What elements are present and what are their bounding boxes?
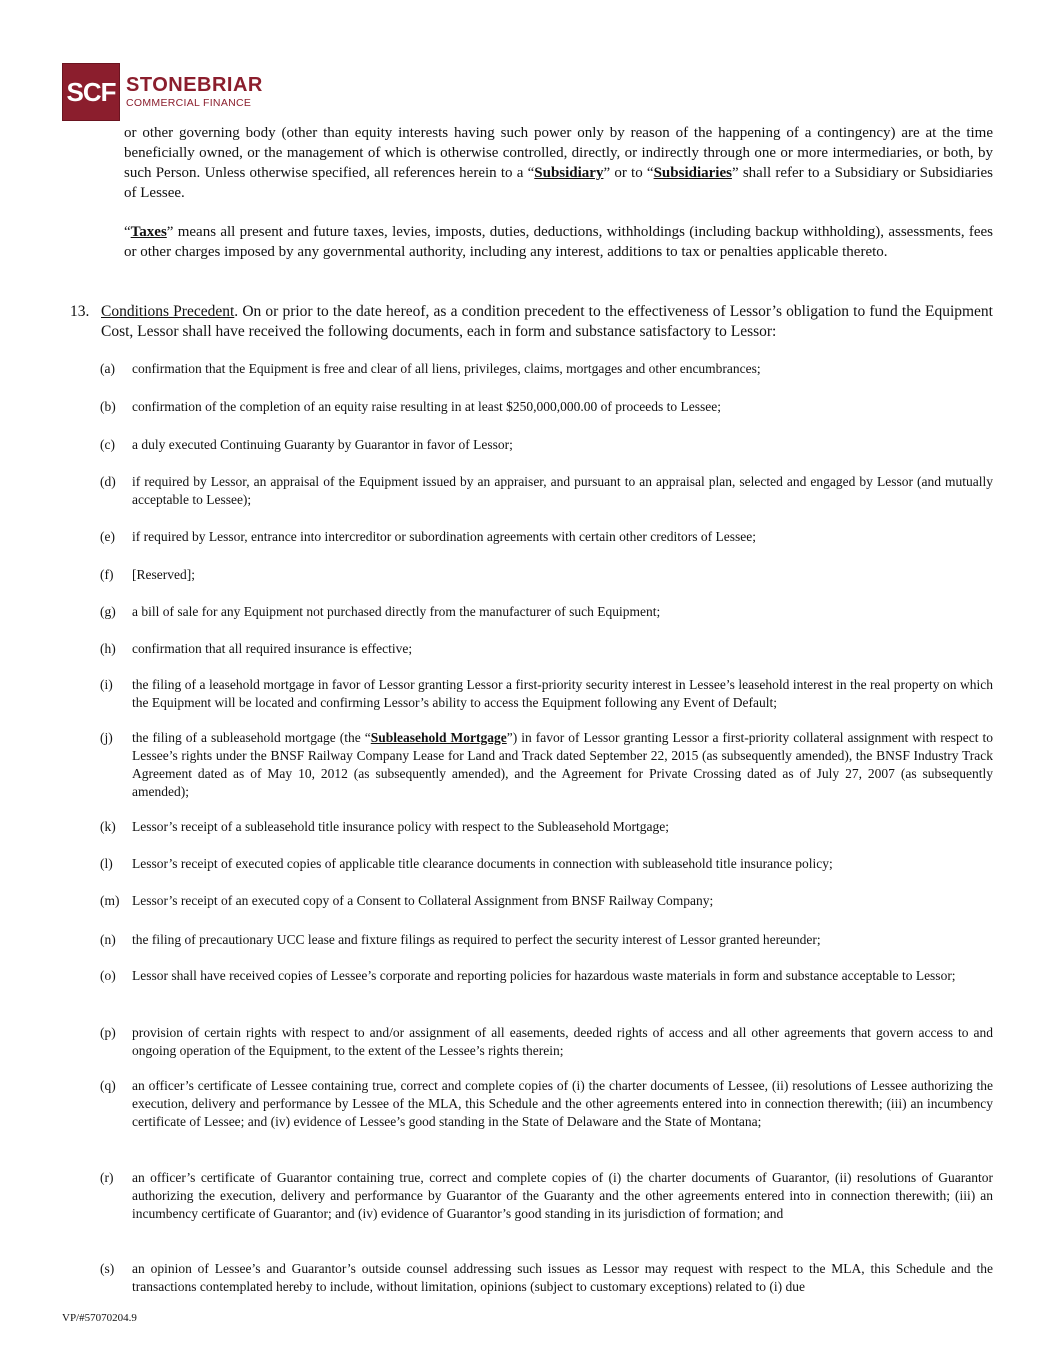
section-heading: Conditions Precedent (101, 303, 235, 320)
condition-item: (g) a bill of sale for any Equipment not purchased directly from the manufacturer of such Equipment; (100, 604, 661, 619)
condition-item: (k) Lessor’s receipt of a subleasehold title insurance policy with respect to the Subleasehold Mortgage; (100, 819, 669, 834)
condition-item: (e) if required by Lessor, entrance into intercreditor or subordination agreements with certain other creditors of Lessee; (100, 529, 756, 544)
section-13: 13. Conditions Precedent. On or prior to the date hereof, as a condition precedent to the effectiveness of Lessor’s obligation to fund the Equipment Cost, Lessor shall have received the following documents, each in form and substance satisfactory to Lessor: (70, 303, 993, 340)
condition-item: (n) the filing of precautionary UCC lease and fixture filings as required to perfect the security interest of Lessor granted hereunder; (100, 932, 821, 947)
logo-wordmark (126, 75, 263, 110)
logo-mark: SCF (62, 63, 120, 121)
condition-item: (i) the filing of a leasehold mortgage in favor of Lessor granting Lessor a first-priority security interest in Lessee’s leasehold interest in the real property on which the Equipment will be located and confirming Lessor’s ability to access the Equipment following any Event of Default; (100, 677, 993, 710)
defined-term-subleasehold-mortgage: Subleasehold Mortgage (370, 730, 507, 745)
condition-item: (p) provision of certain rights with respect to and/or assignment of all easements, deeded rights of access and all other agreements that govern access to and ongoing operation of the Equipment, to the extent of the Lessee’s rights therein; (100, 1025, 993, 1058)
condition-item: (o) Lessor shall have received copies of Lessee’s corporate and reporting policies for hazardous waste materials in form and substance acceptable to Lessor; (100, 968, 956, 983)
condition-item: (c) a duly executed Continuing Guaranty by Guarantor in favor of Lessor; (100, 437, 513, 452)
condition-item: (h) confirmation that all required insurance is effective; (100, 641, 413, 656)
section-number: 13. (70, 303, 90, 320)
company-logo (62, 62, 263, 122)
taxes-definition: “Taxes” means all present and future taxes, levies, imposts, duties, deductions, withholdings (including backup withholding), assessments, fees or other charges imposed by any governmental authority, including any interest, additions to tax or penalties applicable thereto. (124, 224, 993, 260)
defined-term-subsidiaries: Subsidiaries (653, 165, 732, 181)
logo-subtitle: COMMERCIAL FINANCE (126, 96, 252, 109)
document-id-footer: VP/#57070204.9 (62, 1312, 137, 1324)
condition-item: (r) an officer’s certificate of Guarantor containing true, correct and complete copies of (i) the charter documents of Guarantor, (ii) resolutions of Guarantor authorizing the execution, delivery and performance by Guarantor of the Guaranty and the other agreements entered into in connection therewith; (iii) an incumbency certificate of Guarantor; and (iv) evidence of Guarantor’s good standing in its jurisdiction of formation; and (100, 1170, 993, 1221)
condition-item: (b) confirmation of the completion of an equity raise resulting in at least $250,000,000.00 of proceeds to Lessee; (100, 399, 721, 414)
condition-item: (s) an opinion of Lessee’s and Guarantor’s outside counsel addressing such issues as Lessor may request with respect to the MLA, this Schedule and the transactions contemplated hereby to include, without limitation, opinions (subject to customary exceptions) related to (i) due (100, 1261, 993, 1294)
logo-name: STONEBRIAR (126, 73, 263, 96)
condition-item: (q) an officer’s certificate of Lessee containing true, correct and complete copies of (i) the charter documents of Lessee, (ii) resolutions of Lessee authorizing the execution, delivery and performance by Lessee of the MLA, this Schedule and the other agreements entered into in connection therewith; (iii) an incumbency certificate of Lessee; and (iv) evidence of Lessee’s good standing in the State of Delaware and the State of Montana; (100, 1078, 993, 1129)
condition-item: (l) Lessor’s receipt of executed copies of applicable title clearance documents in connection with subleasehold title insurance policy; (100, 856, 833, 871)
condition-item: (j) the filing of a subleasehold mortgage (the “Subleasehold Mortgage”) in favor of Lessor granting Lessor a first-priority collateral assignment with respect to Lessee’s rights under the BNSF Railway Company Lease for Land and Track dated September 22, 2015 (as subsequently amended), the BNSF Industry Track Agreement dated as of May 10, 2012 (as subsequently amended), and the Agreement for Private Crossing dated as of July 27, 2007 (as subsequently amended); (100, 730, 993, 799)
condition-item: (f) [Reserved]; (100, 567, 195, 582)
condition-item: (m) Lessor’s receipt of an executed copy of a Consent to Collateral Assignment from BNSF Railway Company; (100, 893, 714, 908)
condition-item: (a) confirmation that the Equipment is free and clear of all liens, privileges, claims, mortgages and other encumbrances; (100, 361, 761, 376)
defined-term-subsidiary: Subsidiary (534, 165, 604, 181)
defined-term-taxes: Taxes (130, 224, 167, 240)
condition-item: (d) if required by Lessor, an appraisal of the Equipment issued by an appraiser, and pursuant to an appraisal plan, selected and engaged by Lessor (and mutually acceptable to Lessee); (100, 474, 993, 507)
subsidiary-definition-continued: or other governing body (other than equity interests having such power only by reason of the happening of a contingency) are at the time beneficially owned, or the management of which is otherwise controlled, directly, or indirectly through one or more intermediaries, or both, by such Person. Unless otherwise specified, all references herein to a “Subsidiary” or to “Subsidiaries” shall refer to a Subsidiary or Subsidiaries of Lessee. (124, 125, 994, 201)
